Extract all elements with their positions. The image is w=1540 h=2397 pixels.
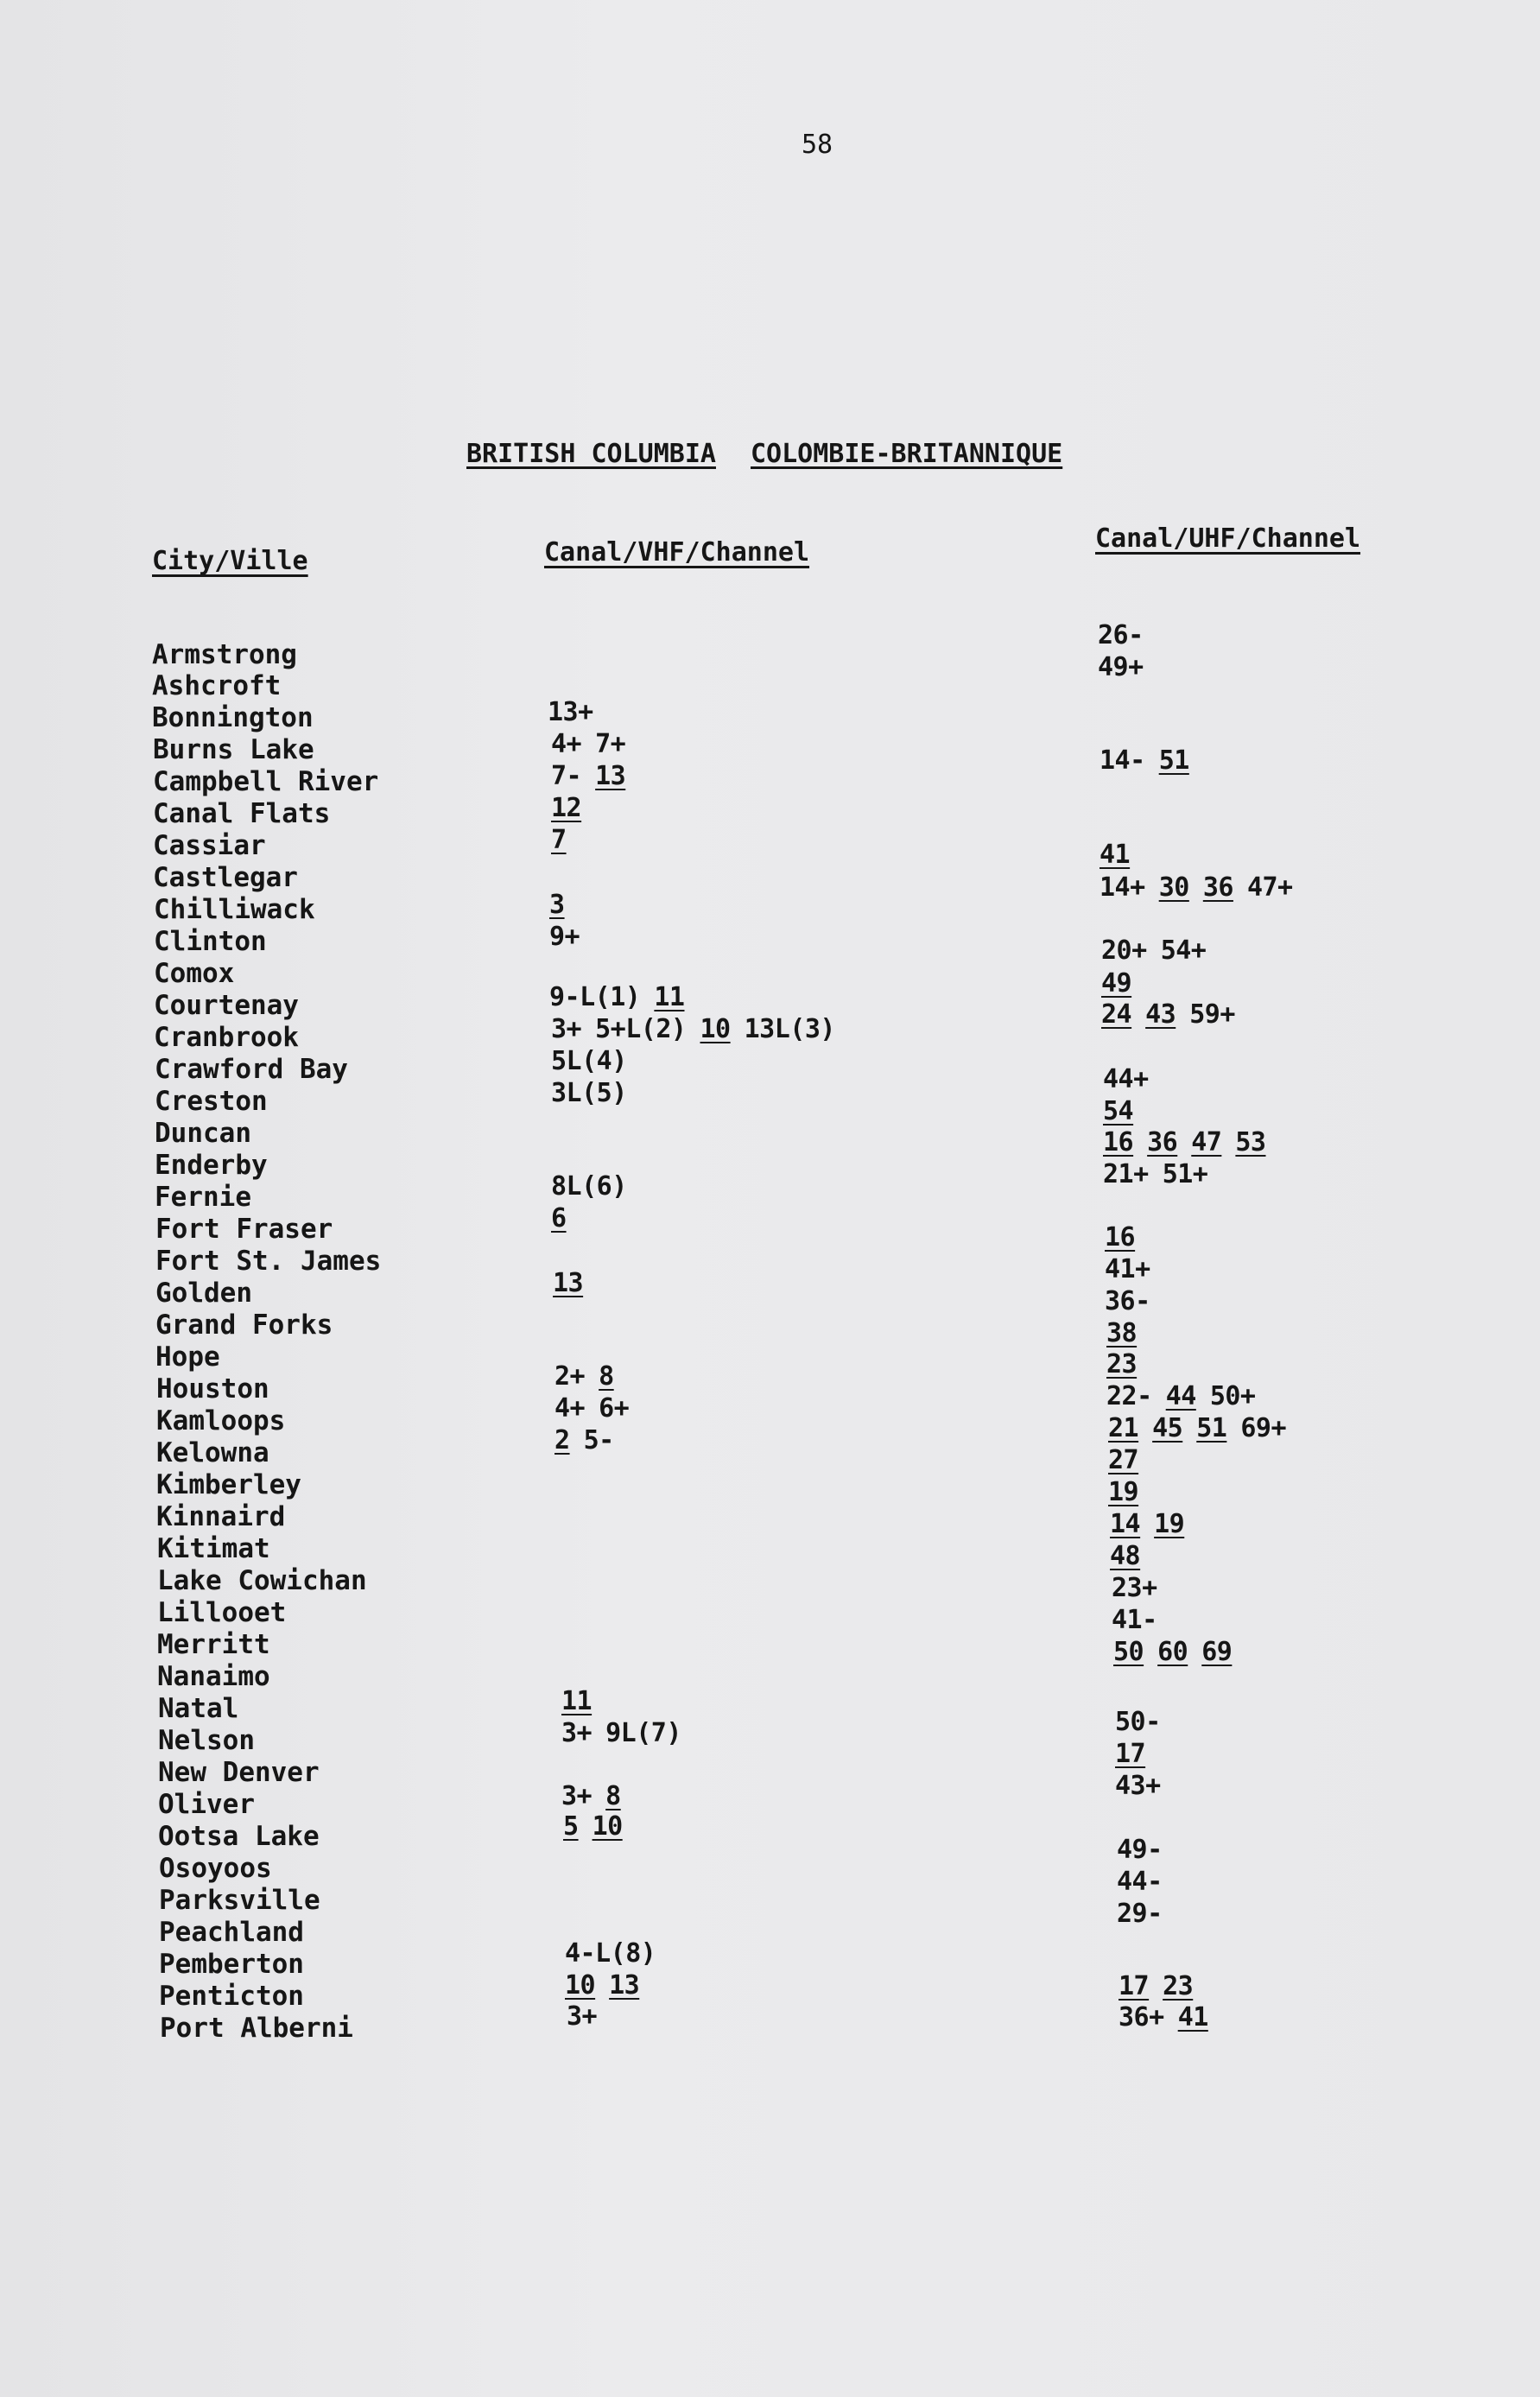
city-name: Hope (155, 1341, 220, 1373)
channel-number: 3+ (551, 1014, 582, 1044)
channel-number: 36 (1202, 872, 1233, 903)
city-name: Golden (155, 1278, 252, 1309)
channel-number: 44 (1165, 1381, 1196, 1411)
uhf-channel-entry (1115, 1773, 1161, 1799)
city-name: Nanaimo (157, 1661, 270, 1692)
channel-number: 50+ (1209, 1381, 1256, 1411)
city-name: Cassiar (153, 830, 266, 861)
channel-number: 41 (1177, 2002, 1208, 2032)
city-name: Canal Flats (153, 798, 331, 829)
vhf-channel-entry (565, 1938, 656, 1969)
vhf-channel-entry (551, 1078, 627, 1108)
uhf-channel-entry (1115, 1741, 1145, 1767)
uhf-channel-entry (1105, 1222, 1136, 1252)
channel-number: 49+ (1098, 652, 1144, 682)
channel-number: 16 (1105, 1222, 1136, 1252)
vhf-channel-entry (548, 697, 593, 727)
uhf-channel-entry (1117, 1837, 1163, 1863)
channel-number: 5- (583, 1425, 614, 1455)
city-name: Courtenay (154, 990, 299, 1021)
vhf-channel-entry (551, 1171, 627, 1202)
city-name: Fort Fraser (155, 1214, 333, 1245)
channel-number: 3L(5) (551, 1078, 627, 1108)
city-name: Grand Forks (155, 1309, 333, 1341)
city-name: Clinton (154, 926, 267, 957)
channel-number: 21 (1108, 1413, 1139, 1443)
channel-number: 43 (1145, 999, 1176, 1030)
page-number: 58 (802, 130, 833, 160)
channel-number: 19 (1154, 1509, 1185, 1539)
channel-number: 23 (1163, 1971, 1194, 2001)
city-name: Bonnington (152, 702, 314, 733)
uhf-channel-entry (1113, 1639, 1232, 1665)
vhf-channel-entry (551, 1046, 627, 1076)
city-name: Lillooet (157, 1597, 287, 1628)
city-name: Campbell River (153, 766, 379, 797)
city-name: Peachland (159, 1917, 304, 1948)
channel-number: 12 (551, 793, 582, 823)
channel-number: 30 (1158, 872, 1189, 903)
city-name: Cranbrook (154, 1022, 299, 1053)
channel-number: 8L(6) (551, 1171, 627, 1202)
channel-number: 41 (1100, 840, 1131, 870)
city-name: Creston (155, 1086, 268, 1117)
city-name: Enderby (155, 1150, 268, 1181)
channel-number: 5 (563, 1811, 579, 1842)
uhf-channel-entry (1103, 1127, 1266, 1157)
vhf-channel-entry (567, 2001, 598, 2032)
channel-number: 7 (551, 825, 567, 855)
channel-number: 13 (595, 761, 626, 791)
city-name: Kitimat (157, 1533, 270, 1564)
uhf-channel-entry (1105, 1286, 1150, 1316)
uhf-channel-entry (1117, 1901, 1163, 1927)
city-name: Duncan (155, 1118, 251, 1149)
channel-number: 3+ (561, 1781, 593, 1811)
uhf-channel-entry (1112, 1605, 1157, 1635)
channel-number: 3+ (561, 1718, 593, 1748)
channel-number: 9L(7) (605, 1718, 681, 1748)
channel-number: 6+ (599, 1393, 630, 1424)
channel-number: 47+ (1246, 872, 1293, 903)
channel-number: 4-L(8) (565, 1938, 656, 1969)
channel-number: 3 (549, 890, 565, 920)
uhf-channel-entry (1108, 1413, 1287, 1443)
uhf-channel-entry (1112, 1573, 1157, 1603)
vhf-channel-entry (551, 825, 567, 855)
channel-number: 20+ (1101, 935, 1147, 966)
channel-number: 59+ (1189, 999, 1235, 1030)
title-english: BRITISH COLUMBIA (466, 439, 716, 469)
city-name: New Denver (158, 1757, 320, 1788)
channel-number: 36- (1105, 1286, 1150, 1316)
city-name: Oliver (158, 1789, 255, 1820)
channel-number: 50 (1113, 1637, 1144, 1667)
city-name: Port Alberni (160, 2013, 353, 2044)
channel-number: 51+ (1162, 1159, 1208, 1189)
channel-number: 45 (1152, 1413, 1183, 1443)
channel-number: 48 (1110, 1541, 1141, 1571)
channel-number: 41- (1112, 1605, 1157, 1635)
uhf-channel-entry (1103, 1159, 1208, 1189)
channel-number: 29- (1117, 1899, 1163, 1929)
vhf-channel-entry (561, 1781, 621, 1811)
vhf-channel-entry (563, 1811, 623, 1842)
page-title (466, 439, 1062, 469)
channel-number: 24 (1101, 999, 1132, 1030)
channel-number: 47 (1191, 1127, 1222, 1157)
channel-number: 8 (605, 1781, 621, 1811)
city-name: Ootsa Lake (158, 1821, 320, 1852)
channel-number: 22- (1106, 1381, 1152, 1411)
channel-number: 11 (561, 1686, 593, 1716)
channel-number: 44- (1117, 1867, 1163, 1897)
city-name: Ashcroft (152, 670, 282, 701)
city-name: Castlegar (153, 862, 298, 893)
vhf-channel-entry (555, 1361, 614, 1392)
uhf-channel-entry (1105, 1254, 1150, 1284)
vhf-channel-entry (565, 1970, 640, 2001)
channel-number: 17 (1115, 1739, 1146, 1769)
city-name: Kelowna (156, 1437, 269, 1468)
channel-number: 2 (555, 1425, 570, 1455)
channel-number: 14+ (1100, 872, 1145, 903)
channel-number: 6 (551, 1203, 567, 1233)
uhf-channel-entry (1108, 1477, 1139, 1507)
uhf-channel-entry (1108, 1445, 1139, 1475)
vhf-channel-entry (549, 924, 580, 950)
uhf-channel-entry (1119, 2002, 1208, 2032)
channel-number: 16 (1103, 1127, 1134, 1157)
vhf-channel-entry (561, 1686, 593, 1716)
channel-number: 50- (1115, 1707, 1161, 1737)
channel-number: 51 (1158, 745, 1189, 776)
uhf-channel-entry (1103, 1096, 1134, 1126)
uhf-channel-entry (1106, 1381, 1256, 1411)
vhf-channel-entry (551, 1014, 835, 1044)
channel-number: 23 (1106, 1349, 1138, 1379)
channel-number: 13+ (548, 697, 593, 727)
vhf-channel-entry (551, 729, 626, 759)
city-name: Natal (158, 1693, 239, 1724)
city-name: Pemberton (159, 1949, 304, 1980)
column-header-city: City/Ville (152, 546, 308, 576)
channel-number: 49 (1101, 968, 1132, 999)
city-name: Osoyoos (159, 1853, 272, 1884)
uhf-channel-entry (1115, 1709, 1161, 1735)
column-header-uhf: Canal/UHF/Channel (1095, 523, 1361, 554)
vhf-channel-entry (555, 1425, 614, 1455)
uhf-channel-entry (1098, 652, 1144, 682)
city-name: Fort St. James (155, 1246, 382, 1277)
channel-number: 43+ (1115, 1771, 1161, 1801)
city-name: Armstrong (152, 639, 297, 670)
uhf-channel-entry (1101, 999, 1235, 1030)
channel-number: 60 (1157, 1637, 1188, 1667)
city-name: Crawford Bay (155, 1054, 348, 1085)
city-name: Chilliwack (154, 894, 315, 925)
city-name: Penticton (159, 1981, 304, 2012)
vhf-channel-entry (555, 1393, 630, 1424)
city-name: Fernie (155, 1182, 251, 1213)
channel-number: 54 (1103, 1096, 1134, 1126)
channel-number: 11 (654, 982, 685, 1012)
uhf-channel-entry (1098, 620, 1144, 650)
channel-number: 10 (565, 1970, 596, 2001)
vhf-channel-entry (549, 892, 565, 918)
city-name: Burns Lake (153, 734, 314, 765)
city-name: Houston (156, 1373, 269, 1405)
uhf-channel-entry (1106, 1318, 1138, 1348)
channel-number: 36+ (1119, 2002, 1164, 2032)
vhf-channel-entry (551, 761, 626, 791)
channel-number: 41+ (1105, 1254, 1150, 1284)
channel-number: 23+ (1112, 1573, 1157, 1603)
channel-number: 7+ (595, 729, 626, 759)
title-french: COLOMBIE-BRITANNIQUE (750, 439, 1063, 469)
uhf-channel-entry (1103, 1064, 1149, 1094)
city-name: Lake Cowichan (157, 1565, 367, 1596)
channel-number: 8 (599, 1361, 614, 1392)
column-header-vhf: Canal/VHF/Channel (544, 537, 810, 568)
uhf-channel-entry (1119, 1971, 1194, 2001)
city-name: Kamloops (156, 1405, 286, 1436)
uhf-channel-entry (1101, 968, 1132, 999)
city-name: Parksville (159, 1885, 320, 1916)
vhf-channel-entry (551, 1203, 567, 1233)
channel-number: 49- (1117, 1835, 1163, 1865)
channel-number: 9+ (549, 922, 580, 952)
vhf-channel-entry (553, 1268, 584, 1298)
channel-number: 13 (609, 1970, 640, 2001)
channel-number: 13L(3) (744, 1014, 835, 1044)
channel-number: 53 (1235, 1127, 1266, 1157)
channel-number: 44+ (1103, 1064, 1149, 1094)
uhf-channel-entry (1101, 935, 1207, 966)
channel-number: 13 (553, 1268, 584, 1298)
channel-number: 7- (551, 761, 582, 791)
uhf-channel-entry (1100, 872, 1293, 903)
vhf-channel-entry (561, 1718, 681, 1748)
channel-number: 14 (1110, 1509, 1141, 1539)
channel-number: 9-L(1) (549, 982, 641, 1012)
channel-number: 51 (1196, 1413, 1227, 1443)
uhf-channel-entry (1117, 1869, 1163, 1895)
city-name: Kimberley (156, 1469, 301, 1500)
vhf-channel-entry (549, 982, 685, 1012)
channel-number: 69 (1201, 1637, 1233, 1667)
uhf-channel-entry (1100, 842, 1130, 868)
city-name: Nelson (158, 1725, 255, 1756)
channel-number: 10 (700, 1014, 731, 1044)
channel-number: 36 (1147, 1127, 1178, 1157)
channel-number: 27 (1108, 1445, 1139, 1475)
channel-number: 54+ (1160, 935, 1207, 966)
city-name: Merritt (157, 1629, 270, 1660)
channel-number: 4+ (551, 729, 582, 759)
channel-number: 4+ (555, 1393, 586, 1424)
channel-number: 10 (592, 1811, 623, 1842)
channel-number: 3+ (567, 2001, 598, 2032)
uhf-channel-entry (1106, 1349, 1138, 1379)
channel-number: 21+ (1103, 1159, 1149, 1189)
channel-number: 38 (1106, 1318, 1138, 1348)
channel-number: 5L(4) (551, 1046, 627, 1076)
channel-number: 69+ (1240, 1413, 1287, 1443)
uhf-channel-entry (1100, 745, 1189, 776)
channel-number: 17 (1119, 1971, 1150, 2001)
channel-number: 5+L(2) (595, 1014, 687, 1044)
city-name: Kinnaird (156, 1501, 286, 1532)
uhf-channel-entry (1110, 1541, 1141, 1571)
city-name: Comox (154, 958, 235, 989)
vhf-channel-entry (551, 793, 582, 823)
channel-number: 2+ (555, 1361, 586, 1392)
channel-number: 14- (1100, 745, 1145, 776)
uhf-channel-entry (1110, 1509, 1185, 1539)
channel-number: 26- (1098, 620, 1144, 650)
channel-number: 19 (1108, 1477, 1139, 1507)
